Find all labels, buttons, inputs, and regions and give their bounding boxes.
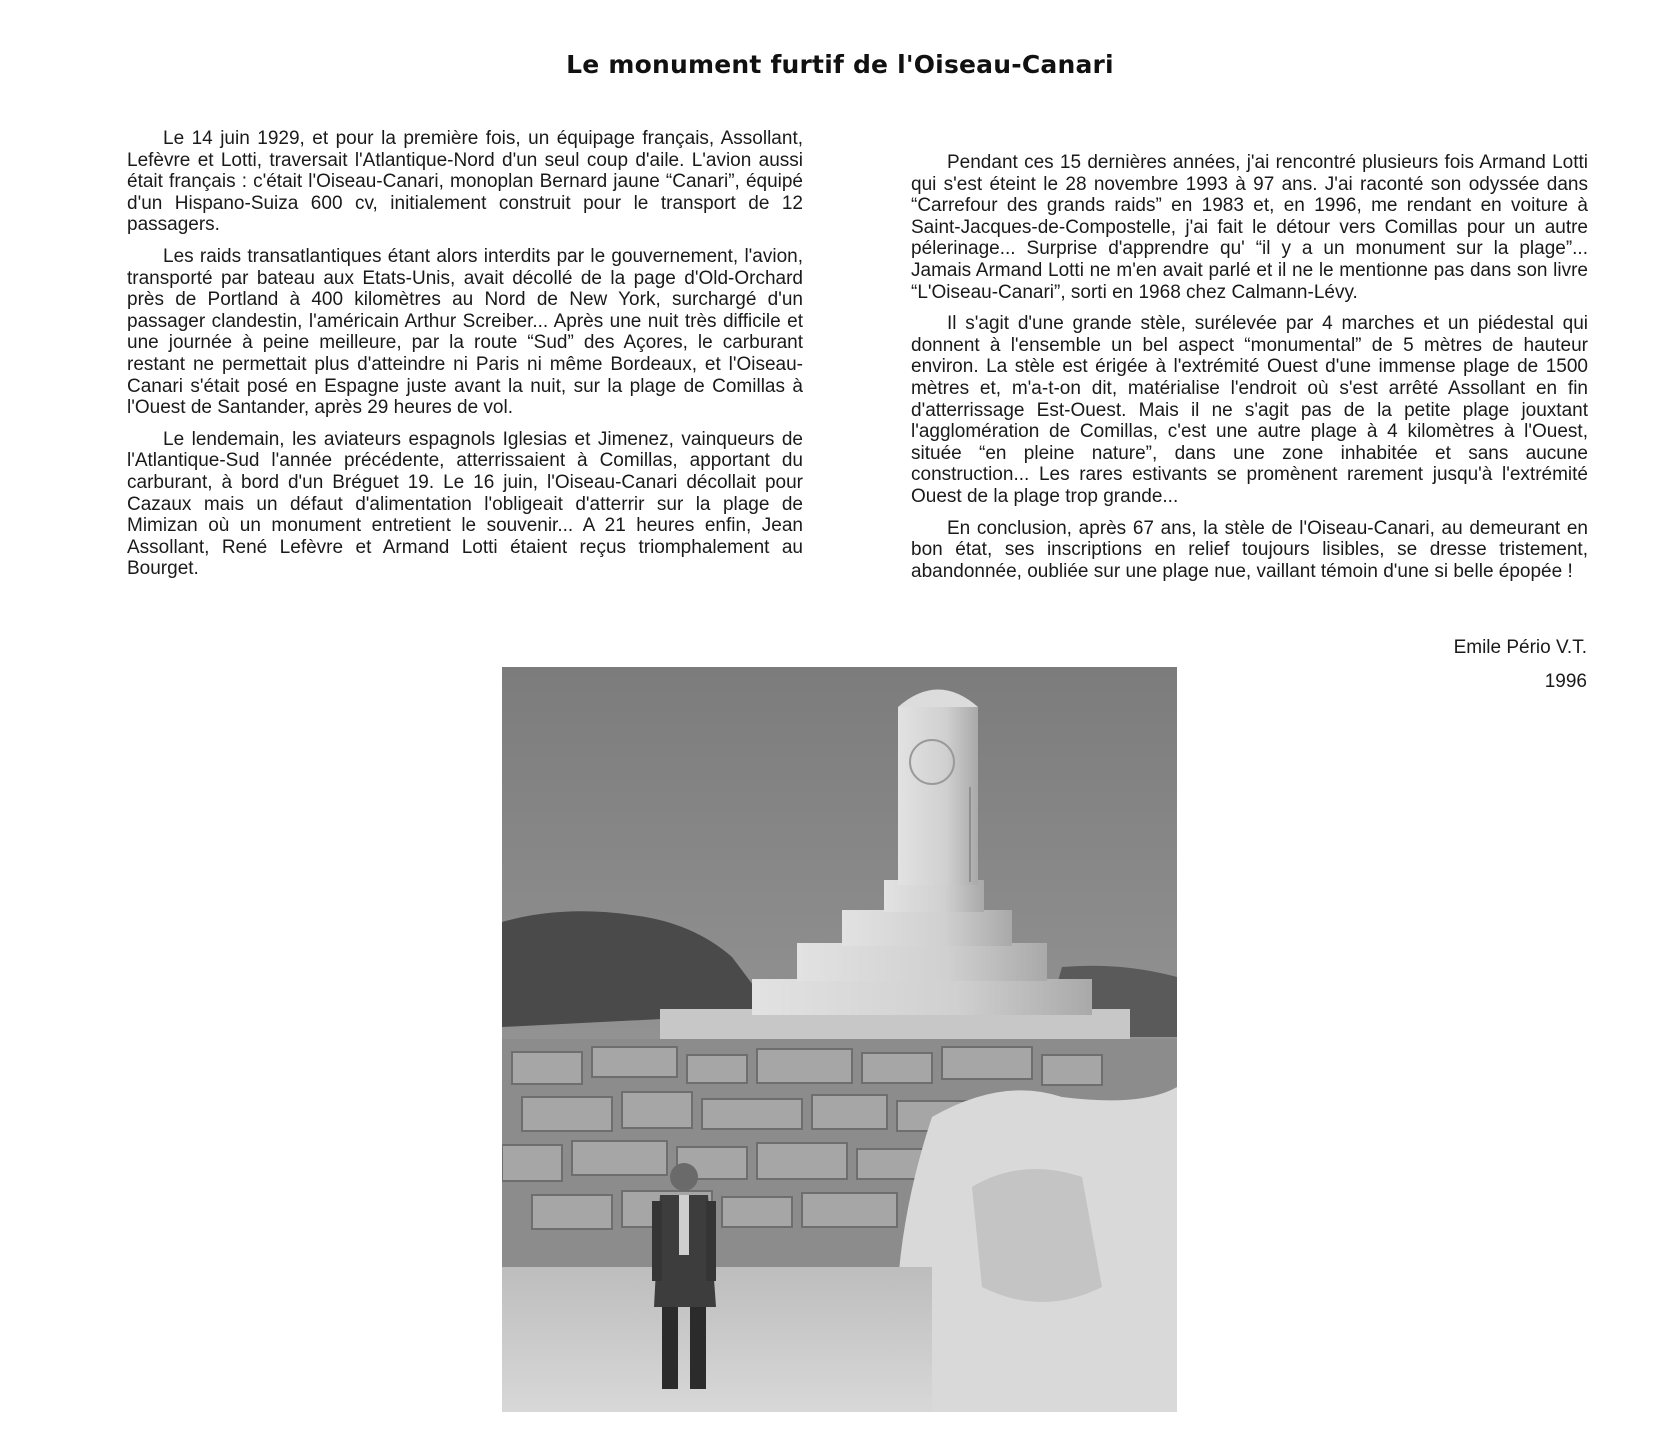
paragraph: En conclusion, après 67 ans, la stèle de l'Oiseau-Canari, au demeurant en bon état, ses inscriptions en relief toujours lisibles, se dresse tristement, abandonnée, oubliée sur une plage nue, vaillant témoin d'une si belle épopée ! [911, 517, 1588, 582]
author-signature: Emile Pério V.T. [1453, 637, 1587, 658]
paragraph: Il s'agit d'une grande stèle, surélevée par 4 marches et un piédestal qui donnent à l'ensemble un bel aspect “monumental” de 5 mètres de hauteur environ. La stèle est érigée à l'extrémité Ouest d'une immense plage de 1500 mètres et, m'a-t-on dit, matérialise l'endroit où s'est arrêté Assollant en fin d'atterrissage Est-Ouest. Mais il ne s'agit pas de la petite plage jouxtant l'agglomération de Comillas, c'est une autre plage à 4 kilomètres à l'Ouest, située “en pleine nature”, dans une zone inhabitée et sans aucune construction... Les rares estivants se promènent rarement jusqu'à l'extrémité Ouest de la plage trop grande... [911, 313, 1588, 507]
monument-photo [502, 667, 1177, 1412]
paragraph: Le lendemain, les aviateurs espagnols Iglesias et Jimenez, vainqueurs de l'Atlantique-Sud l'année précédente, atterrissaient à Comillas, apportant du carburant, à bord d'un Bréguet 19. Le 16 juin, l'Oiseau-Canari décollait pour Cazaux mais un défaut d'alimentation l'obligeait d'atterrir sur la plage de Mimizan où un monument entretient le souvenir... A 21 heures enfin, Jean Assollant, René Lefèvre et Armand Lotti étaient reçus triomphalement au Bourget. [127, 428, 803, 580]
monument-photo-illustration [502, 667, 1177, 1412]
paragraph: Les raids transatlantiques étant alors interdits par le gouvernement, l'avion, transporté par bateau aux Etats-Unis, avait décollé de la page d'Old-Orchard près de Portland à 400 kilomètres au Nord de New York, surchargé d'un passager clandestin, l'américain Arthur Screiber... Après une nuit très difficile et une journée à peine meilleure, par la route “Sud” des Açores, le carburant restant ne permettait plus d'atteindre ni Paris ni même Bordeaux, et l'Oiseau-Canari s'était posé en Espagne juste avant la nuit, sur la plage de Comillas à l'Ouest de Santander, après 29 heures de vol. [127, 245, 803, 419]
right-column [911, 152, 1588, 592]
paragraph: Pendant ces 15 dernières années, j'ai rencontré plusieurs fois Armand Lotti qui s'est éteint le 28 novembre 1993 à 97 ans. J'ai raconté son odyssée dans “Carrefour des grands raids” en 1983 et, en 1996, me rendant en voiture à Saint-Jacques-de-Compostelle, j'ai fait le détour vers Comillas pour un autre pélerinage... Surprise d'apprendre qu' “il y a un monument sur la plage”... Jamais Armand Lotti ne m'en avait parlé et il ne le mentionne pas dans son livre “L'Oiseau-Canari”, sorti en 1968 chez Calmann-Lévy. [911, 152, 1588, 303]
page-title: Le monument furtif de l'Oiseau-Canari [566, 50, 1114, 79]
signature-year: 1996 [1544, 671, 1587, 692]
left-column [127, 128, 803, 590]
paragraph: Le 14 juin 1929, et pour la première fois, un équipage français, Assollant, Lefèvre et Lotti, traversait l'Atlantique-Nord d'un seul coup d'aile. L'avion aussi était français : c'était l'Oiseau-Canari, monoplan Bernard jaune “Canari”, équipé d'un Hispano-Suiza 600 cv, initialement construit pour le transport de 12 passagers. [127, 128, 803, 236]
